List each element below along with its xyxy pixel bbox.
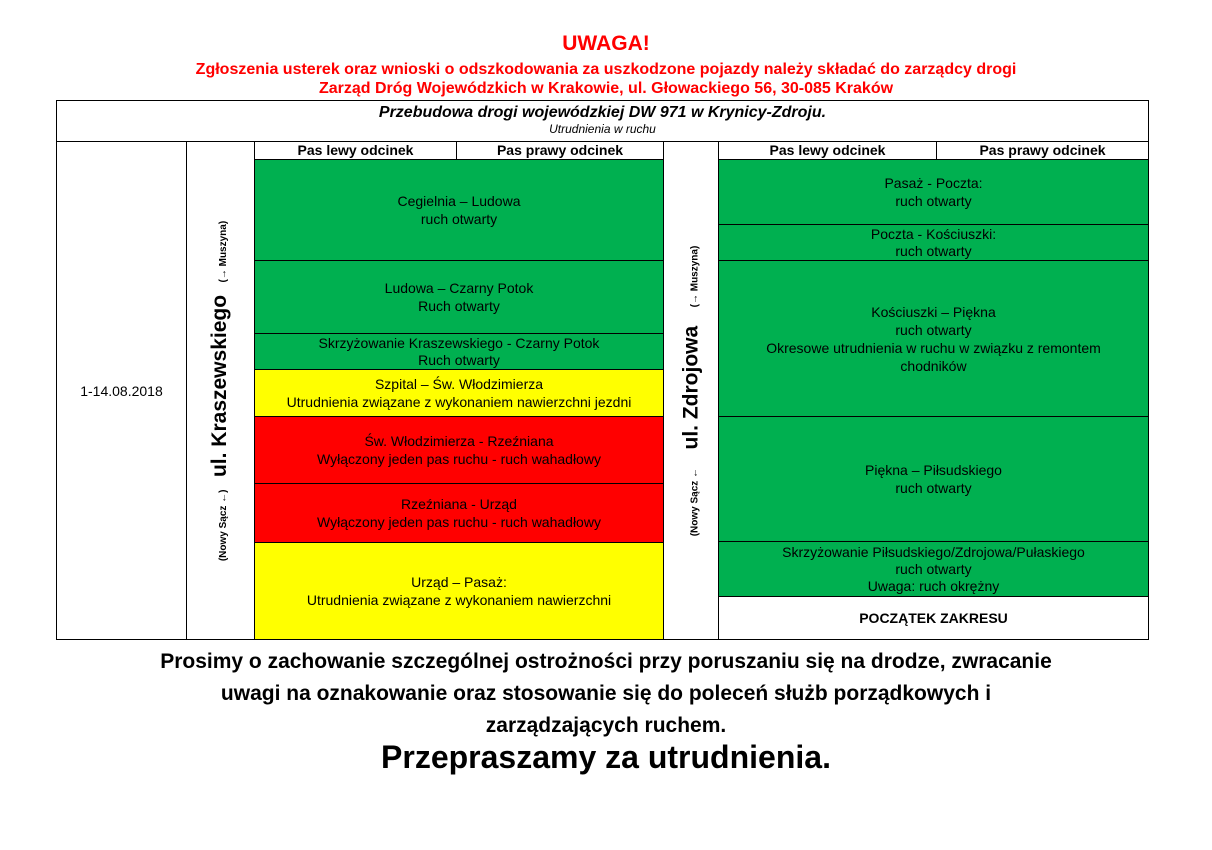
footer-line-3: zarządzających ruchem.	[485, 714, 727, 737]
segment-name: Pasaż - Poczta:	[884, 175, 983, 191]
notice-title: UWAGA!	[562, 32, 650, 55]
segment-status: Wyłączony jeden pas ruchu - ruch wahadłowy	[317, 451, 601, 467]
street-label-zdrojowa	[663, 141, 719, 640]
direction-right-label: (→ Muszyna)	[218, 220, 230, 282]
street-name: ul. Zdrojowa	[679, 325, 703, 449]
col-header-left-lane: Pas lewy odcinek	[254, 141, 457, 160]
segment-name: Skrzyżowanie Piłsudskiego/Zdrojowa/Pułaskiego	[782, 543, 1085, 560]
segment-status: ruch otwarty	[895, 560, 972, 577]
date-cell	[56, 141, 187, 640]
col-header-right-lane: Pas prawy odcinek	[456, 141, 664, 160]
segment-name: Piękna – Piłsudskiego	[865, 462, 1002, 478]
table-title-row	[56, 100, 1149, 142]
segment-szpital-wlodzimierza	[254, 369, 664, 417]
segment-poczta-kosciuszki	[718, 224, 1149, 261]
segment-name: Ludowa – Czarny Potok	[384, 280, 534, 296]
segment-name: Rzeźniana - Urząd	[401, 496, 517, 512]
notice-line-2: Zarząd Dróg Wojewódzkich w Krakowie, ul. Głowackiego 56, 30-085 Kraków	[318, 80, 894, 97]
segment-status: ruch otwarty	[895, 193, 972, 209]
notice-line-1: Zgłoszenia usterek oraz wnioski o odszkodowania za uszkodzone pojazdy należy składać do zarządcy drogi	[195, 61, 1017, 78]
segment-kosciuszki-piekna	[718, 260, 1149, 417]
segment-urzad-pasaz	[254, 542, 664, 640]
direction-left-label: (Nowy Sącz ←	[689, 467, 701, 536]
footer-line-2: uwagi na oznakowanie oraz stosowanie się do poleceń służb porządkowych i	[220, 682, 992, 705]
footer-message	[0, 646, 1212, 742]
segment-name: Poczta - Kościuszki:	[870, 225, 997, 242]
segment-status: ruch otwarty	[895, 322, 972, 338]
street-name: ul. Kraszewskiego	[208, 294, 232, 477]
segment-name: Kościuszki – Piękna	[871, 304, 996, 320]
segment-status: Utrudnienia związane z wykonaniem nawierzchni jezdni	[286, 394, 632, 410]
segment-note: chodników	[900, 358, 967, 374]
start-of-zone-label: POCZĄTEK ZAKRESU	[859, 610, 1008, 626]
direction-left-label: (Nowy Sącz ←)	[218, 488, 230, 561]
start-of-zone-cell	[718, 596, 1149, 640]
segment-status: Ruch otwarty	[418, 351, 500, 368]
segment-note: Okresowe utrudnienia w ruchu w związku z remontem	[766, 340, 1101, 356]
segment-status: ruch otwarty	[895, 480, 972, 496]
footer-line-1: Prosimy o zachowanie szczególnej ostrożności przy poruszaniu się na drodze, zwracanie	[160, 650, 1052, 673]
segment-name: Szpital – Św. Włodzimierza	[374, 376, 544, 392]
segment-wlodzimierza-rzezniana	[254, 416, 664, 484]
segment-name: Urząd – Pasaż:	[411, 574, 507, 590]
segment-status: Utrudnienia związane z wykonaniem nawierzchni	[306, 592, 612, 608]
table-title: Przebudowa drogi wojewódzkiej DW 971 w Krynicy-Zdroju.	[378, 104, 827, 121]
segment-cegielnia-ludowa	[254, 159, 664, 261]
col-header-left-lane: Pas lewy odcinek	[718, 141, 937, 160]
col-header-right-lane: Pas prawy odcinek	[936, 141, 1149, 160]
segment-name: Cegielnia – Ludowa	[397, 193, 521, 209]
segment-note: Uwaga: ruch okrężny	[867, 577, 1000, 594]
segment-ludowa-czarny-potok	[254, 260, 664, 334]
segment-rzezniana-urzad	[254, 483, 664, 543]
segment-skrzyzowanie-czarny-potok	[254, 333, 664, 370]
segment-piekna-pilsudskiego	[718, 416, 1149, 542]
direction-right-label: (→ Muszyna)	[689, 245, 701, 307]
segment-skrzyzowanie-pilsudskiego	[718, 541, 1149, 597]
segment-status: Ruch otwarty	[418, 298, 500, 314]
segment-pasaz-poczta	[718, 159, 1149, 225]
segment-name: Skrzyżowanie Kraszewskiego - Czarny Potok	[318, 334, 600, 351]
segment-status: Wyłączony jeden pas ruchu - ruch wahadłowy	[317, 514, 601, 530]
date-range: 1-14.08.2018	[80, 382, 163, 399]
table-subtitle: Utrudnienia w ruchu	[549, 122, 656, 136]
segment-status: ruch otwarty	[420, 211, 498, 227]
street-label-kraszewskiego	[186, 141, 255, 640]
segment-name: Św. Włodzimierza - Rzeźniana	[364, 433, 554, 449]
apology-text: Przepraszamy za utrudnienia.	[381, 739, 831, 775]
segment-status: ruch otwarty	[895, 242, 972, 259]
